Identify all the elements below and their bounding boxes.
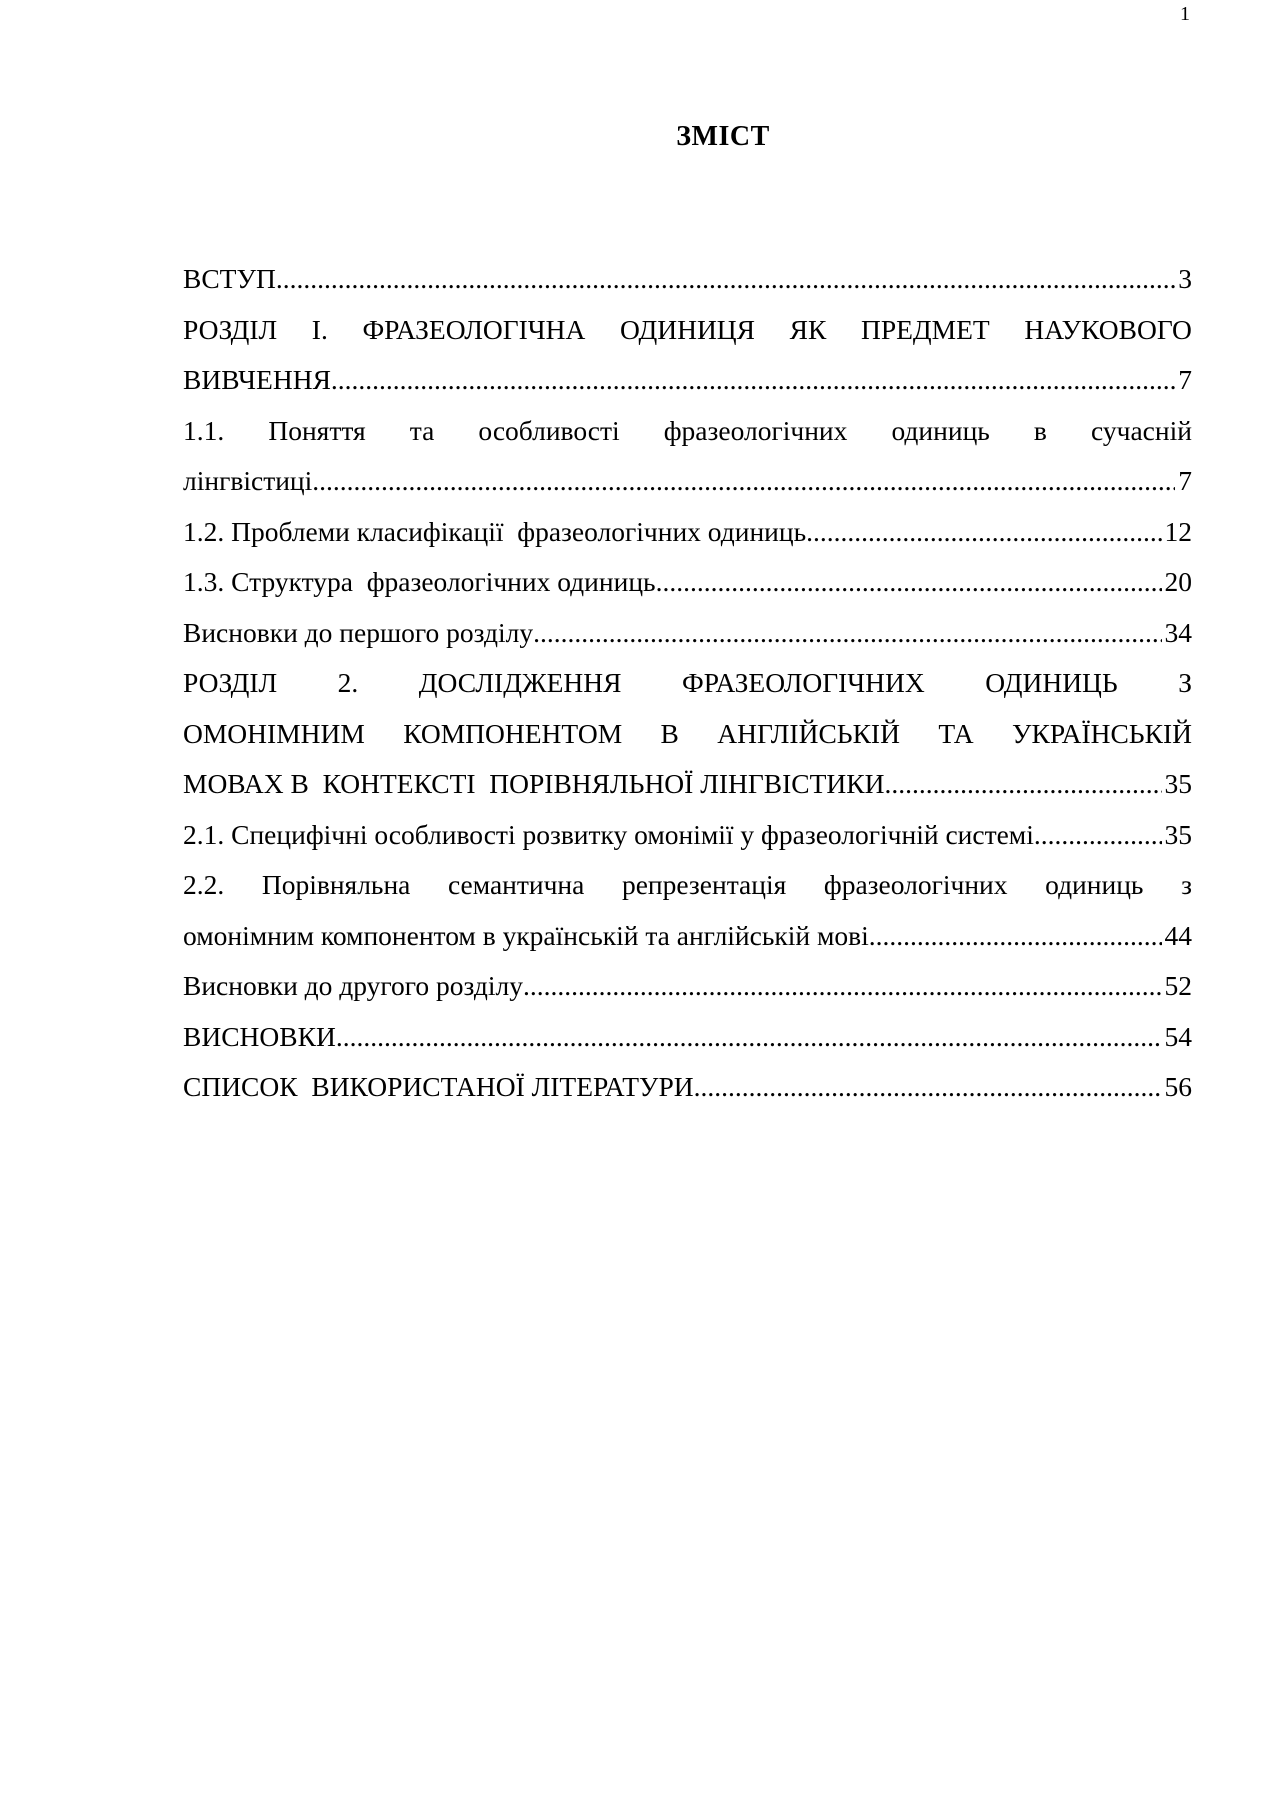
toc-entry-text: Висновки до другого розділу [183, 970, 523, 1001]
toc-entry-section-2-1[interactable] [183, 810, 1192, 861]
toc-word: одиниць [891, 414, 990, 446]
toc-entry-text: МОВАХ В КОНТЕКСТІ ПОРІВНЯЛЬНОЇ ЛІНГВІСТИКИ [183, 768, 885, 799]
toc-entry-line [183, 658, 1192, 709]
toc-entry-section-2-2[interactable] [183, 860, 1192, 961]
toc-entry-line [183, 355, 1192, 406]
toc-entry-page: 34 [1164, 616, 1192, 648]
toc-entry-page: 3 [1178, 263, 1192, 294]
toc-word: ФРАЗЕОЛОГІЧНА [362, 313, 586, 345]
toc-entry-introduction[interactable] [183, 254, 1192, 305]
toc-word: В [660, 717, 679, 749]
toc-entry-section-1-2[interactable] [183, 507, 1192, 558]
toc-entry-line [183, 709, 1192, 760]
toc-word: ДОСЛІДЖЕННЯ [418, 667, 622, 698]
toc-entry-text: 1.3. Структура фразеологічних одиниць [183, 566, 656, 597]
toc-entry-page: 20 [1164, 566, 1192, 597]
toc-entry-section-1-1[interactable] [183, 406, 1192, 507]
dot-leader [656, 557, 1162, 608]
toc-entry-section-1-3[interactable] [183, 557, 1192, 608]
toc-entry-line [183, 305, 1192, 356]
toc-word: семантична [447, 869, 585, 900]
table-of-contents [183, 254, 1192, 1113]
toc-word: 2.2. [183, 869, 225, 900]
toc-entry-line [183, 406, 1192, 457]
toc-word: з [1181, 869, 1192, 900]
dot-leader [336, 1012, 1162, 1063]
toc-entry-chapter-1[interactable] [183, 305, 1192, 406]
dot-leader [331, 355, 1175, 406]
toc-word: сучасній [1091, 414, 1192, 446]
toc-entry-page: 44 [1164, 919, 1192, 951]
toc-word: З [1178, 667, 1192, 698]
dot-leader [523, 961, 1162, 1012]
toc-entry-page: 56 [1164, 1071, 1192, 1102]
page-title: ЗМІСТ [676, 121, 770, 152]
dot-leader [884, 759, 1161, 810]
toc-entry-conclusions-chapter-2[interactable] [183, 961, 1192, 1012]
toc-word: ТА [938, 717, 974, 749]
toc-entry-line [183, 759, 1192, 810]
dot-leader [1034, 810, 1162, 861]
toc-entry-text: ВИСНОВКИ [183, 1020, 336, 1052]
toc-entry-conclusions-chapter-1[interactable] [183, 608, 1192, 659]
toc-word: особливості [478, 414, 620, 446]
toc-word: НАУКОВОГО [1024, 313, 1192, 345]
toc-entry-line [183, 860, 1192, 911]
toc-entry-page: 54 [1164, 1020, 1192, 1052]
toc-entry-page: 12 [1164, 515, 1192, 547]
toc-entry-text: СПИСОК ВИКОРИСТАНОЇ ЛІТЕРАТУРИ [183, 1071, 694, 1102]
toc-entry-page: 35 [1164, 818, 1192, 850]
toc-word: Порівняльна [261, 869, 411, 900]
toc-word: ОДИНИЦЯ [619, 313, 756, 345]
toc-word: І. [311, 313, 328, 345]
toc-word: ФРАЗЕОЛОГІЧНИХ [681, 667, 925, 698]
toc-word: в [1033, 414, 1047, 446]
dot-leader [806, 507, 1161, 558]
toc-word: одиниць [1045, 869, 1144, 900]
toc-word: ЯК [789, 313, 827, 345]
toc-word: репрезентація [621, 869, 787, 900]
toc-entry-text: омонімним компонентом в українській та англійській мові [183, 919, 869, 951]
toc-word: АНГЛІЙСЬКІЙ [717, 717, 900, 749]
toc-entry-conclusions[interactable] [183, 1012, 1192, 1063]
toc-word: ПРЕДМЕТ [860, 313, 990, 345]
toc-entry-chapter-2[interactable] [183, 658, 1192, 810]
toc-word: УКРАЇНСЬКІЙ [1012, 717, 1192, 749]
dot-leader [533, 608, 1161, 659]
toc-entry-page: 35 [1164, 768, 1192, 799]
toc-word: РОЗДІЛ [183, 313, 278, 345]
toc-entry-text: ВИВЧЕННЯ [183, 364, 331, 395]
toc-entry-text: ВСТУП [183, 263, 276, 294]
toc-entry-line [183, 911, 1192, 962]
dot-leader [869, 911, 1162, 962]
dot-leader [694, 1062, 1162, 1113]
toc-entry-text: лінгвістиці [183, 465, 313, 496]
toc-word: та [409, 414, 435, 446]
toc-entry-page: 52 [1164, 970, 1192, 1001]
toc-word: РОЗДІЛ [183, 667, 278, 698]
toc-word: Поняття [268, 414, 366, 446]
toc-word: ОДИНИЦЬ [985, 667, 1118, 698]
toc-word: КОМПОНЕНТОМ [403, 717, 623, 749]
toc-word: 2. [337, 667, 359, 698]
toc-entry-text: 1.2. Проблеми класифікації фразеологічних одиниць [183, 515, 807, 547]
toc-entry-text: Висновки до першого розділу [183, 616, 534, 648]
toc-entry-line [183, 456, 1192, 507]
toc-word: фразеологічних [663, 414, 848, 446]
toc-word: ОМОНІМНИМ [183, 717, 365, 749]
toc-entry-page: 7 [1178, 465, 1192, 496]
toc-entry-text: 2.1. Специфічні особливості розвитку омонімії у фразеологічній системі [183, 818, 1034, 850]
toc-word: фразеологічних [823, 869, 1008, 900]
dot-leader [276, 254, 1175, 305]
dot-leader [312, 456, 1175, 507]
toc-entry-page: 7 [1178, 364, 1192, 395]
toc-entry-references[interactable] [183, 1062, 1192, 1113]
toc-word: 1.1. [183, 414, 225, 446]
page-number: 1 [1180, 3, 1190, 25]
